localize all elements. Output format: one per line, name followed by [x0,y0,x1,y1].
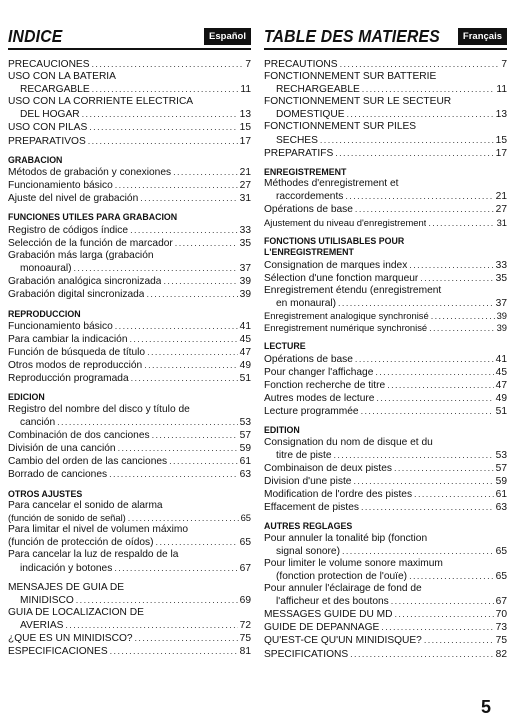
section-heading: FUNCIONES UTILES PARA GRABACION [8,212,178,224]
section-heading: EDITION [264,425,300,437]
toc-entry[interactable]: GUIDE DE DEPANNAGE ..... 73 [264,621,507,634]
toc-title: TABLE DES MATIERES [264,26,440,46]
toc-entry-line: MENSAJES DE GUIA DE [8,581,125,593]
toc-entry[interactable]: Otros modos de reproducción ..... 49 [8,359,251,372]
toc-entry[interactable]: Cambio del orden de las canciones ..... 61 [8,455,251,468]
toc-entry[interactable]: Grabación digital sincronizada ..... 39 [8,288,251,301]
toc-entry[interactable]: QU'EST-CE QU'UN MINIDISQUE? ..... 75 [264,634,507,647]
toc-entry[interactable]: Ajuste del nivel de grabación ..... 31 [8,192,251,205]
section-heading: AUTRES REGLAGES [264,521,353,533]
toc-entry[interactable]: PREPARATIVOS ..... 17 [8,135,251,148]
toc-entry[interactable]: Combinaison de deux pistes ..... 57 [264,462,507,475]
toc-entry[interactable]: canción ..... 53 [8,416,251,429]
toc-entry[interactable]: Enregistrement analogique synchronisé ..... 39 [264,310,507,322]
toc-entry[interactable]: Fonction recherche de titre ..... 47 [264,379,507,392]
section-heading: FONCTIONS UTILISABLES POUR [264,235,405,247]
column-header [8,24,251,50]
section-heading: EDICION [8,392,45,404]
toc-entry[interactable]: Función de búsqueda de título ..... 47 [8,346,251,359]
toc-entry-line: FONCTIONNEMENT SUR PILES [264,121,417,133]
toc-entry-line: USO CON LA BATERIA [8,71,116,83]
toc-entry[interactable]: (función de sonido de señal) ..... 65 [8,512,251,524]
section-heading: GRABACION [8,154,63,166]
toc-entry[interactable]: en monaural) ..... 37 [264,297,507,310]
toc-entry[interactable]: SECHES ..... 15 [264,134,507,147]
toc-title: INDICE [8,26,63,46]
section-heading: LECTURE [264,341,306,353]
column-header [264,24,507,50]
section-heading: REPRODUCCION [8,308,81,320]
page-number: 5 [480,697,491,717]
toc-entry[interactable]: Modification de l'ordre des pistes ..... 61 [264,488,507,501]
toc-entry[interactable]: Enregistrement numérique synchronisé ..... 39 [264,322,507,334]
toc-list [8,50,251,658]
toc-entry[interactable]: PREPARATIFS ..... 17 [264,147,507,160]
toc-entry[interactable]: raccordements ..... 21 [264,190,507,203]
toc-entry[interactable]: Para cambiar la indicación ..... 45 [8,333,251,346]
toc-entry-line: USO CON LA CORRIENTE ELECTRICA [8,96,194,108]
toc-entry-line: Grabación más larga (grabación [8,250,154,262]
toc-entry[interactable]: Sélection d'une fonction marqueur ..... 35 [264,272,507,285]
toc-entry-line: Para cancelar la luz de respaldo de la [8,549,179,561]
toc-entry[interactable]: MESSAGES GUIDE DU MD ..... 70 [264,608,507,621]
section-heading: ENREGISTREMENT [264,166,347,178]
toc-entry[interactable]: ESPECIFICACIONES ..... 81 [8,645,251,658]
toc-entry[interactable]: monoaural) ..... 37 [8,262,251,275]
toc-entry[interactable]: Reproducción programada ..... 51 [8,372,251,385]
toc-entry-line: FONCTIONNEMENT SUR LE SECTEUR [264,96,452,108]
toc-entry-line: Consignation du nom de disque et du [264,436,433,448]
toc-entry-line: Para limitar el nivel de volumen máximo [8,524,189,536]
toc-entry[interactable]: Grabación analógica sincronizada ..... 39 [8,275,251,288]
toc-entry[interactable]: Opérations de base ..... 27 [264,203,507,216]
toc-entry[interactable]: DOMESTIQUE ..... 13 [264,108,507,121]
toc-entry[interactable]: USO CON PILAS ..... 15 [8,121,251,134]
section-heading: OTROS AJUSTES [8,488,83,500]
toc-entry[interactable]: Autres modes de lecture ..... 49 [264,392,507,405]
toc-entry[interactable]: PRECAUTIONS ..... 7 [264,58,507,71]
toc-entry[interactable]: Funcionamiento básico ..... 41 [8,320,251,333]
toc-entry[interactable]: División de una canción ..... 59 [8,442,251,455]
toc-entry[interactable]: Division d'une piste ..... 59 [264,475,507,488]
toc-entry[interactable]: Combinación de dos canciones ..... 57 [8,429,251,442]
toc-entry[interactable]: AVERIAS ..... 72 [8,619,251,632]
toc-entry[interactable]: Opérations de base ..... 41 [264,353,507,366]
toc-entry[interactable]: signal sonore) ..... 65 [264,545,507,558]
toc-entry[interactable]: ¿QUE ES UN MINIDISCO? ..... 75 [8,632,251,645]
toc-entry[interactable]: Lecture programmée ..... 51 [264,405,507,418]
toc-entry[interactable]: Selección de la función de marcador ..... 35 [8,237,251,250]
toc-list [264,50,507,661]
toc-entry-line: Pour limiter le volume sonore maximum [264,557,443,569]
toc-entry[interactable]: titre de piste ..... 53 [264,449,507,462]
language-badge: Español [204,28,251,45]
toc-entry-line: Méthodes d'enregistrement et [264,178,399,190]
toc-column-french [264,24,507,661]
toc-entry[interactable]: Consignation de marques index ..... 33 [264,259,507,272]
toc-entry[interactable]: Métodos de grabación y conexiones ..... 21 [8,166,251,179]
toc-entry-line: FONCTIONNEMENT SUR BATTERIE [264,71,437,83]
toc-column-spanish [8,24,251,658]
toc-entry-line: GUIA DE LOCALIZACION DE [8,606,144,618]
toc-entry[interactable]: Registro de códigos índice ..... 33 [8,224,251,237]
toc-entry[interactable]: Pour changer l'affichage ..... 45 [264,366,507,379]
toc-entry[interactable]: Effacement de pistes ..... 63 [264,501,507,514]
toc-entry-line: Registro del nombre del disco y título de [8,403,190,415]
toc-entry[interactable]: indicación y botones ..... 67 [8,562,251,575]
language-badge: Français [458,28,507,45]
toc-entry[interactable]: l'afficheur et des boutons ..... 67 [264,595,507,608]
toc-entry-line: Para cancelar el sonido de alarma [8,500,163,512]
toc-entry[interactable]: DEL HOGAR ..... 13 [8,108,251,121]
toc-entry-line: Pour annuler la tonalité bip (fonction [264,532,428,544]
toc-entry[interactable]: MINIDISCO ..... 69 [8,594,251,607]
toc-entry-line: Pour annuler l'éclairage de fond de [264,583,422,595]
toc-entry[interactable]: Ajustement du niveau d'enregistrement ..... 31 [264,217,507,229]
toc-entry[interactable]: Funcionamiento básico ..... 27 [8,179,251,192]
toc-entry-line: Enregistrement étendu (enregistrement [264,284,442,296]
section-heading: L'ENREGISTREMENT [264,247,354,259]
toc-entry[interactable]: Borrado de canciones ..... 63 [8,468,251,481]
toc-entry[interactable]: SPECIFICATIONS ..... 82 [264,648,507,661]
toc-entry[interactable]: (fonction protection de l'ouïe) ..... 65 [264,570,507,583]
toc-entry[interactable]: RECARGABLE ..... 11 [8,83,251,96]
toc-entry[interactable]: RECHARGEABLE ..... 11 [264,83,507,96]
toc-entry[interactable]: (función de protección de oídos) ..... 65 [8,536,251,549]
toc-entry[interactable]: PRECAUCIONES ..... 7 [8,58,251,71]
